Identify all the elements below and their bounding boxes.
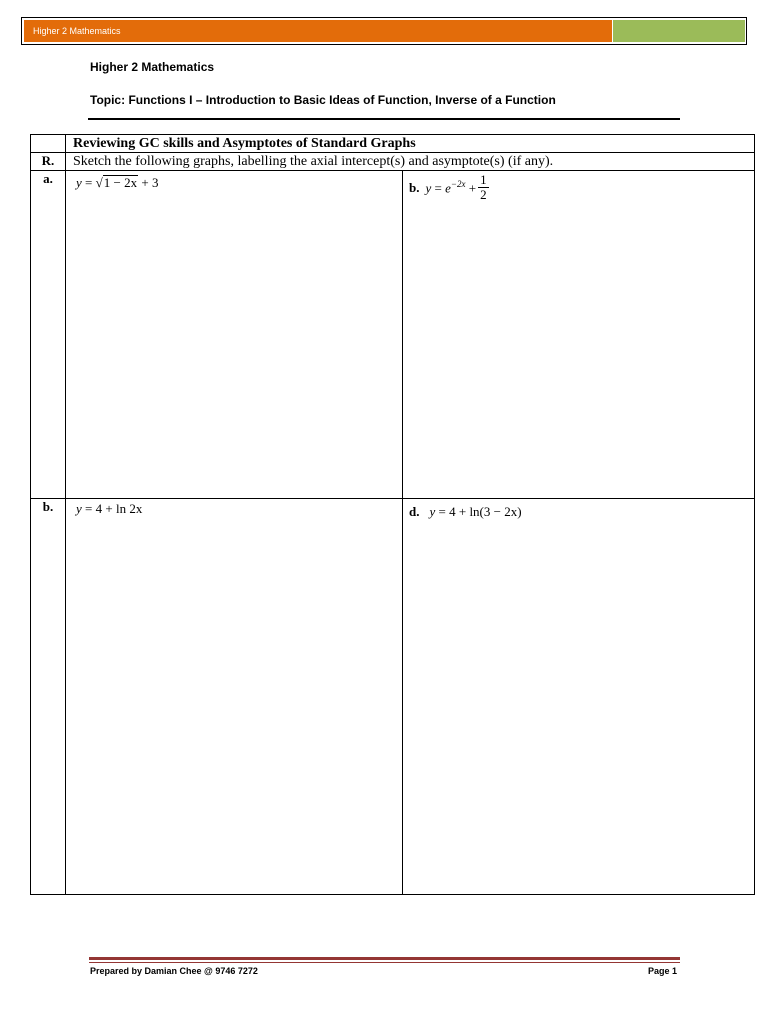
instruction-label: R. [31,153,66,171]
question-row-1 [31,171,755,499]
question-d-sketch-area [403,499,755,895]
section-title: Reviewing GC skills and Asymptotes of Standard Graphs [66,135,755,153]
question-label-c: b. [31,499,66,895]
topic-divider [88,118,680,120]
footer-divider-thick [89,957,680,960]
question-row-2 [31,499,755,895]
worksheet-table [30,134,755,895]
question-label-d: d. [409,504,420,519]
equation-c: y = 4 + ln 2x [76,501,143,516]
instruction-text: Sketch the following graphs, labelling the axial intercept(s) and asymptote(s) (if any). [66,153,755,171]
fraction-one-half: $\frac{1}{2}$ [480,172,487,202]
question-a-sketch-area [66,171,403,499]
equation-b: b. $y = e^{-2x}$ + $\frac{1}{2}$ [409,172,487,202]
section-label-cell [31,135,66,153]
question-label-a: a. [31,171,66,499]
footer-divider-thin [89,962,680,963]
footer-page-number: Page 1 [648,966,678,976]
question-label-b: b. [409,179,420,195]
question-c-sketch-area [66,499,403,895]
equation-d: d. y = 4 + ln(3 − 2x) [409,504,522,519]
header-title-bar: Higher 2 Mathematics [24,20,612,42]
instruction-row [31,153,755,171]
equation-a: y = √1 − 2x + 3 [76,175,159,190]
question-b-sketch-area [403,171,755,499]
footer-author: Prepared by Damian Chee @ 9746 7272 [90,966,258,976]
header-accent-bar [613,20,745,42]
document-topic: Topic: Functions I – Introduction to Basic Ideas of Function, Inverse of a Function [90,93,556,107]
header-band [21,17,747,45]
section-row [31,135,755,153]
document-title: Higher 2 Mathematics [90,60,215,74]
